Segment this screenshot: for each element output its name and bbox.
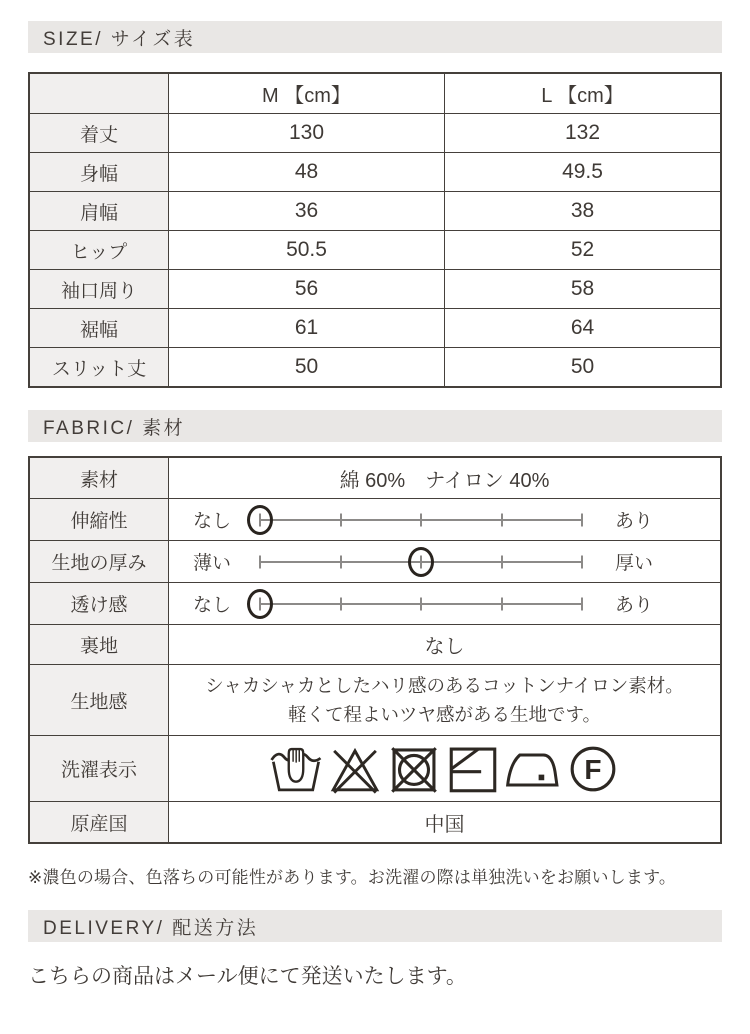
size-value-l: 50 xyxy=(444,348,720,386)
care-row-label: 洗濯表示 xyxy=(30,736,168,801)
thickness-row xyxy=(30,540,720,582)
do-not-bleach-icon xyxy=(326,741,384,797)
texture-line-2: 軽くて程よいツヤ感がある生地です。 xyxy=(287,704,602,725)
texture-value xyxy=(168,665,720,735)
size-row-label: 身幅 xyxy=(30,153,168,191)
scale-right-label: 厚い xyxy=(615,553,654,574)
size-value-l: 58 xyxy=(444,270,720,308)
table-row xyxy=(30,152,720,191)
size-value-m: 36 xyxy=(168,192,444,230)
sheerness-row xyxy=(30,582,720,624)
size-value-m: 50.5 xyxy=(168,231,444,269)
stretch-row xyxy=(30,498,720,540)
size-row-label: ヒップ xyxy=(30,231,168,269)
lining-row xyxy=(30,624,720,664)
material-value: 綿 60% ナイロン 40% xyxy=(168,458,720,498)
stretch-row-label: 伸縮性 xyxy=(30,499,168,540)
stretch-scale-indicator xyxy=(260,499,582,541)
fabric-table xyxy=(28,456,722,844)
origin-row-label: 原産国 xyxy=(30,802,168,842)
table-row xyxy=(30,113,720,152)
scale-selected-level xyxy=(408,547,434,577)
fabric-heading-label: FABRIC/ 素材 xyxy=(43,417,186,439)
size-value-l: 38 xyxy=(444,192,720,230)
texture-row-label: 生地感 xyxy=(30,665,168,735)
delivery-section-heading xyxy=(28,910,722,942)
thickness-row-label: 生地の厚み xyxy=(30,541,168,582)
material-row-label: 素材 xyxy=(30,458,168,498)
thickness-scale xyxy=(168,541,720,582)
origin-row xyxy=(30,801,720,842)
size-table xyxy=(28,72,722,388)
scale-right-label: あり xyxy=(615,595,654,616)
scale-left-label: なし xyxy=(193,595,232,616)
fabric-section-heading xyxy=(28,410,722,442)
scale-left-label: なし xyxy=(193,511,232,532)
delivery-method-text: こちらの商品はメール便にて発送いたします。 xyxy=(28,965,467,988)
care-row xyxy=(30,735,720,801)
size-column-header-l: L 【cm】 xyxy=(444,74,720,113)
size-section-heading xyxy=(28,21,722,53)
sheerness-scale-indicator xyxy=(260,583,582,625)
size-value-m: 56 xyxy=(168,270,444,308)
dry-clean-petroleum-icon xyxy=(564,741,622,797)
size-row-label: 袖口周り xyxy=(30,270,168,308)
size-value-l: 49.5 xyxy=(444,153,720,191)
size-table-corner-cell xyxy=(30,74,168,113)
texture-line-1: シャカシャカとしたハリ感のあるコットンナイロン素材。 xyxy=(205,675,684,696)
table-row xyxy=(30,308,720,347)
care-symbols xyxy=(168,736,720,801)
table-row xyxy=(30,230,720,269)
material-row xyxy=(30,458,720,498)
thickness-scale-indicator xyxy=(260,541,582,583)
stretch-scale xyxy=(168,499,720,540)
size-heading-label: SIZE/ サイズ表 xyxy=(43,28,196,50)
size-row-label: 肩幅 xyxy=(30,192,168,230)
size-row-label: 裾幅 xyxy=(30,309,168,347)
product-detail-page xyxy=(0,21,750,990)
origin-value: 中国 xyxy=(168,802,720,842)
size-row-label: 着丈 xyxy=(30,114,168,152)
texture-row xyxy=(30,664,720,735)
size-value-m: 61 xyxy=(168,309,444,347)
size-row-label: スリット丈 xyxy=(30,348,168,386)
scale-left-label: 薄い xyxy=(193,553,232,574)
svg-text:F: F xyxy=(584,753,602,785)
size-value-m: 130 xyxy=(168,114,444,152)
dry-flat-in-shade-icon xyxy=(444,741,502,797)
scale-right-label: あり xyxy=(615,511,654,532)
delivery-heading-label: DELIVERY/ 配送方法 xyxy=(43,917,259,939)
table-row xyxy=(30,269,720,308)
size-value-m: 50 xyxy=(168,348,444,386)
lining-value: なし xyxy=(168,625,720,664)
sheerness-row-label: 透け感 xyxy=(30,583,168,624)
size-value-l: 132 xyxy=(444,114,720,152)
size-value-l: 64 xyxy=(444,309,720,347)
table-row xyxy=(30,347,720,386)
size-value-m: 48 xyxy=(168,153,444,191)
sheerness-scale xyxy=(168,583,720,624)
table-row xyxy=(30,191,720,230)
do-not-tumble-dry-icon xyxy=(385,741,443,797)
wash-care-note: ※濃色の場合、色落ちの可能性があります。お洗濯の際は単独洗いをお願いします。 xyxy=(28,868,677,887)
scale-selected-level xyxy=(247,589,273,619)
size-table-header-row xyxy=(30,74,720,113)
iron-low-heat-icon xyxy=(503,741,563,797)
size-value-l: 52 xyxy=(444,231,720,269)
scale-selected-level xyxy=(247,505,273,535)
hand-wash-icon xyxy=(267,741,325,797)
size-column-header-m: M 【cm】 xyxy=(168,74,444,113)
lining-row-label: 裏地 xyxy=(30,625,168,664)
